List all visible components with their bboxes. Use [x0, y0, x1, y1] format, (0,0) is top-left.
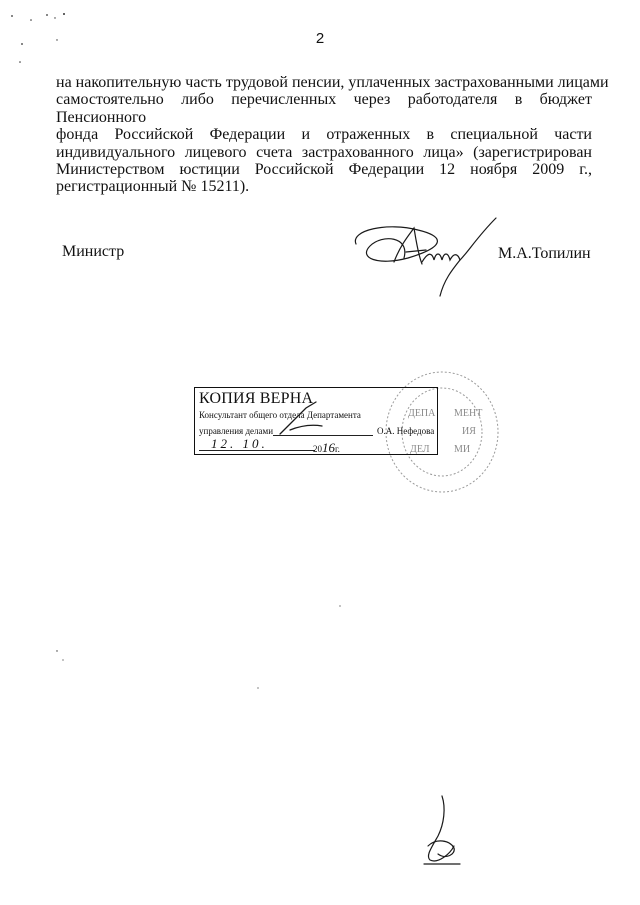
svg-text:МЕНТ: МЕНТ — [454, 408, 483, 419]
signatory-title: Министр — [62, 243, 125, 260]
paragraph-line: регистрационный № 15211). — [56, 178, 250, 196]
svg-text:МИ: МИ — [454, 444, 471, 455]
minister-signature — [348, 206, 508, 306]
stamp-position: Консультант общего отдела Департамента — [199, 410, 361, 420]
signatory-name: М.А.Топилин — [498, 245, 591, 262]
svg-text:ДЕЛ: ДЕЛ — [410, 444, 430, 455]
date-line — [199, 450, 315, 451]
body-paragraph — [56, 74, 609, 196]
stamp-date: 12. 10. — [211, 436, 268, 451]
paragraph-line: фонда Российской Федерации и отраженных в специальной части — [56, 126, 592, 144]
stamp-department: управления делами — [199, 426, 274, 436]
year-prefix: 20 — [313, 444, 322, 454]
svg-text:ИЯ: ИЯ — [462, 426, 476, 437]
stamp-year — [313, 440, 340, 456]
paragraph-line: Министерством юстиции Российской Федерации 12 ноября 2009 г., — [56, 161, 592, 179]
stamp-signer: О.А. Нефедова — [377, 426, 435, 436]
stamp-signature — [276, 400, 326, 436]
initials-mark — [420, 794, 464, 866]
year-suffix: г. — [335, 444, 340, 454]
paragraph-line: самостоятельно либо перечисленных через работодателя в бюджет Пенсионного — [56, 91, 592, 126]
year-handwritten: 16 — [322, 440, 335, 455]
stamp-heading: КОПИЯ ВЕРНА — [199, 390, 314, 407]
paragraph-line: на накопительную часть трудовой пенсии, уплаченных застрахованными лицами — [56, 74, 609, 91]
paragraph-line: индивидуального лицевого счета застрахованного лица» (зарегистрирован — [56, 143, 592, 161]
page-number: 2 — [315, 30, 325, 47]
svg-text:ДЕПА: ДЕПА — [408, 408, 436, 419]
